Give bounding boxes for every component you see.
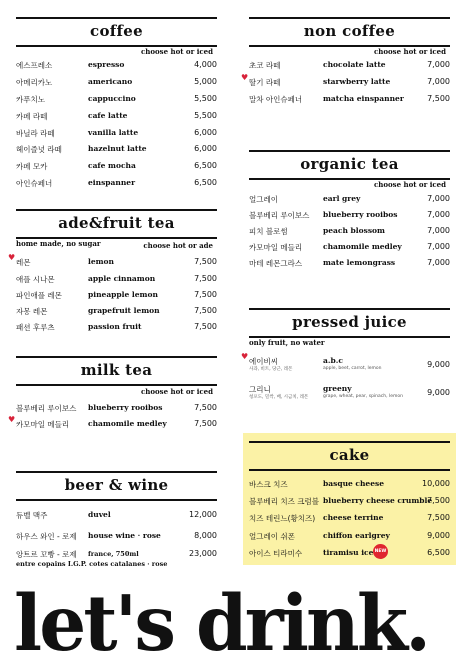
cake-content (249, 441, 450, 561)
menu-item: ♥ 레몬 lemon 7,500 (8, 253, 217, 267)
menu-item: 카페 라떼 cafe latte 5,500 (16, 111, 217, 121)
menu-item: 카페 모카 cafe mocha 6,500 (16, 161, 217, 171)
menu-item: 얼그레이 쉬폰 chiffon earlgrey 9,000 (249, 531, 450, 541)
beer-wine-section (16, 471, 217, 571)
cake-section (243, 433, 456, 565)
new-badge: NEW (373, 544, 388, 559)
menu-item: 앙트르 꼬빵 - 로제 france, 750ml 23,000 (16, 549, 217, 559)
section-note-left: home made, no sugar (16, 239, 101, 248)
menu-item: 얼그레이 earl grey 7,000 (249, 194, 450, 204)
heart-icon: ♥ (8, 415, 16, 424)
menu-item: 패션 후루츠 passion fruit 7,500 (16, 322, 217, 332)
section-note: choose hot or iced (373, 47, 446, 56)
ade-fruit-tea-section (8, 209, 217, 339)
menu-item: 카푸치노 cappuccino 5,500 (16, 94, 217, 104)
section-title: beer & wine (64, 476, 169, 494)
section-note: choose hot or iced (140, 387, 213, 396)
menu-item: 바스크 치즈 basque cheese 10,000 (249, 479, 450, 489)
heart-icon: ♥ (241, 73, 249, 82)
menu-item: 자몽 레몬 grapefruit lemon 7,500 (16, 306, 217, 316)
menu-item: 아인슈페너 einspanner 6,500 (16, 178, 217, 188)
section-title: ade&fruit tea (58, 214, 175, 232)
section-note: choose hot or ade (143, 241, 213, 250)
section-header (249, 308, 450, 338)
menu-item: 피치 블로썸 peach blossom 7,000 (249, 226, 450, 236)
menu-item: ♥ 카모마일 메들리 chamomile medley 7,500 (8, 415, 217, 429)
menu-item: 아메리카노 americano 5,000 (16, 77, 217, 87)
section-title: milk tea (80, 361, 153, 379)
section-header (16, 471, 217, 501)
section-title: non coffee (303, 22, 396, 40)
menu-item: 블루베리 루이보스 blueberry rooibos 7,000 (249, 210, 450, 220)
menu-item: 아이스 티라미수 tiramisu ice NEW 6,500 (249, 546, 450, 561)
section-header (16, 356, 217, 386)
menu-item: 카모마일 메들리 chamomile medley 7,000 (249, 242, 450, 252)
menu-item: 에스프레소 espresso 4,000 (16, 60, 217, 70)
section-title: cake (329, 446, 370, 464)
menu-item: 말차 아인슈페너 matcha einspanner 7,500 (249, 94, 450, 104)
menu-item: 블루베리 치즈 크럼블 blueberry cheese crumble 7,500 (249, 496, 450, 506)
tagline-text: let's drink. (14, 590, 429, 659)
section-header (249, 441, 450, 471)
menu-item: 헤이즐넛 라떼 hazelnut latte 6,000 (16, 144, 217, 154)
menu-item: 치즈 테린느(황치즈) cheese terrine 7,500 (249, 513, 450, 523)
section-title: coffee (90, 22, 143, 40)
menu-item: 하우스 와인 - 로제 house wine · rose 8,000 (16, 531, 217, 541)
section-note-left: only fruit, no water (249, 338, 325, 347)
section-note: choose hot or iced (140, 47, 213, 56)
menu-item: ♥ 딸기 라떼 starwberry latte 7,000 (241, 73, 450, 87)
menu-item: 마테 레몬그라스 mate lemongrass 7,000 (249, 258, 450, 268)
milk-tea-section (8, 356, 217, 436)
menu-item: 애플 시나몬 apple cinnamon 7,500 (16, 274, 217, 284)
section-title: pressed juice (292, 313, 407, 331)
menu-item: ♥ 에이비씨 사과, 비트, 당근, 레몬 a.b.c apple, beet, carrot, lemon 9,000 (241, 352, 450, 372)
menu-item-footnote: entre copains I.G.P. cotes catalanes · rose (16, 560, 168, 568)
section-header (249, 150, 450, 180)
menu-item: 바닐라 라떼 vanilla latte 6,000 (16, 128, 217, 138)
coffee-section (16, 17, 217, 192)
menu-item: 파인애플 레몬 pineapple lemon 7,500 (16, 290, 217, 300)
section-header (16, 209, 217, 239)
menu-item: 그리니 청포도, 밀싹, 배, 시금치, 레몬 greeny grape, wheat, pear, spinach, lemon 9,000 (249, 384, 450, 400)
section-note: choose hot or iced (373, 180, 446, 189)
heart-icon: ♥ (241, 352, 249, 361)
section-header (16, 17, 217, 47)
pressed-juice-section (241, 308, 450, 408)
menu-item: 듀벨 맥주 duvel 12,000 (16, 510, 217, 520)
section-title: organic tea (300, 155, 399, 173)
menu-item: 초코 라떼 chocolate latte 7,000 (249, 60, 450, 70)
heart-icon: ♥ (8, 253, 16, 262)
menu-item: 블루베리 루이보스 blueberry rooibos 7,500 (16, 403, 217, 413)
section-header (249, 17, 450, 47)
tagline (14, 590, 454, 659)
non-coffee-section (241, 17, 450, 112)
organic-tea-section (249, 150, 450, 275)
